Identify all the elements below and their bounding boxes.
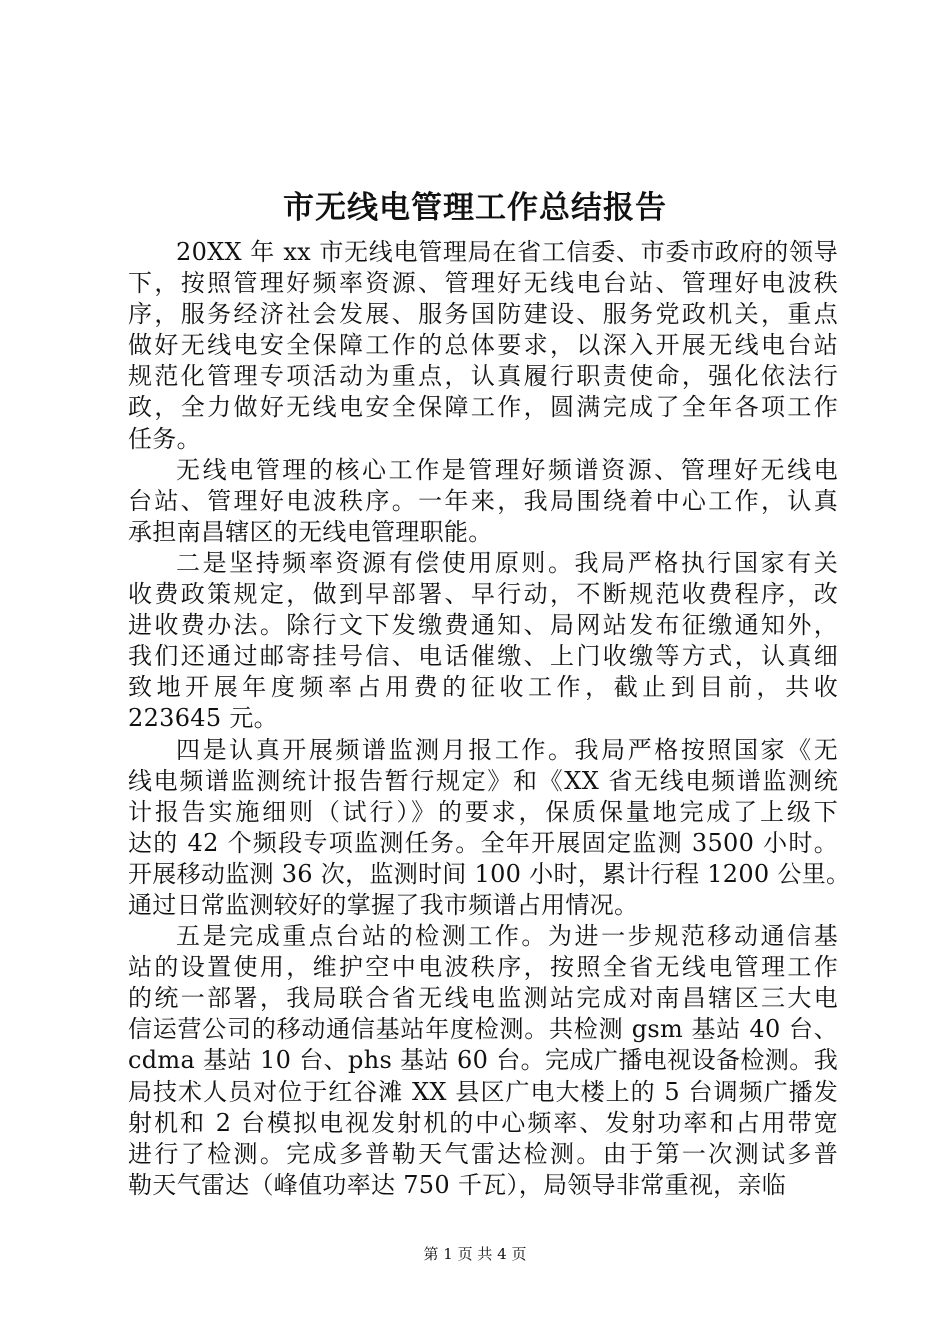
paragraph-line: 开展移动监测 36 次，监测时间 100 小时，累计行程 1200 公里。: [128, 859, 851, 888]
paragraph: [128, 921, 838, 1201]
paragraph-line: 站的设置使用，维护空中电波秩序，按照全省无线电管理工作: [128, 953, 838, 982]
paragraph-line: 射机和 2 台模拟电视发射机的中心频率、发射功率和占用带宽: [128, 1108, 838, 1137]
paragraph-line: 20XX 年 xx 市无线电管理局在省工信委、市委市政府的领导: [176, 238, 838, 266]
paragraph-line: 规范化管理专项活动为重点，认真履行职责使命，强化依法行: [128, 362, 838, 391]
paragraph-line: 进收费办法。除行文下发缴费通知、局网站发布征缴通知外，: [128, 611, 838, 640]
paragraph-line: 致地开展年度频率占用费的征收工作，截止到目前，共收: [128, 673, 838, 702]
paragraph-line: 计报告实施细则（试行）》的要求，保质保量地完成了上级下: [128, 797, 838, 826]
paragraph-line: cdma 基站 10 台、phs 基站 60 台。完成广播电视设备检测。我: [128, 1046, 838, 1075]
paragraph-line: 五是完成重点台站的检测工作。为进一步规范移动通信基: [176, 922, 838, 951]
paragraph: [128, 548, 838, 735]
paragraph-line: 收费政策规定，做到早部署、早行动，不断规范收费程序，改: [128, 580, 838, 609]
document-body: [128, 237, 851, 1201]
paragraph-line: 承担南昌辖区的无线电管理职能。: [128, 517, 493, 546]
paragraph-line: 线电频谱监测统计报告暂行规定》和《XX 省无线电频谱监测统: [128, 766, 838, 795]
paragraph-line: 223645 元。: [128, 704, 278, 733]
paragraph-line: 勒天气雷达（峰值功率达 750 千瓦），局领导非常重视，亲临: [128, 1170, 787, 1199]
paragraph-line: 的统一部署，我局联合省无线电监测站完成对南昌辖区三大电: [128, 984, 838, 1013]
paragraph-line: 政，全力做好无线电安全保障工作，圆满完成了全年各项工作: [128, 393, 838, 422]
paragraph-line: 下，按照管理好频率资源、管理好无线电台站、管理好电波秩: [128, 269, 838, 298]
paragraph-line: 二是坚持频率资源有偿使用原则。我局严格执行国家有关: [176, 548, 838, 577]
paragraph-line: 局技术人员对位于红谷滩 XX 县区广电大楼上的 5 台调频广播发: [128, 1077, 838, 1106]
paragraph: [128, 237, 838, 455]
paragraph-line: 信运营公司的移动通信基站年度检测。共检测 gsm 基站 40 台、: [128, 1015, 838, 1044]
paragraph: [128, 455, 838, 548]
paragraph-line: 达的 42 个频段专项监测任务。全年开展固定监测 3500 小时。: [128, 828, 838, 857]
paragraph-line: 任务。: [128, 424, 201, 453]
paragraph-line: 进行了检测。完成多普勒天气雷达检测。由于第一次测试多普: [128, 1139, 838, 1168]
paragraph-line: 通过日常监测较好的掌握了我市频谱占用情况。: [128, 890, 639, 919]
paragraph-line: 我们还通过邮寄挂号信、电话催缴、上门收缴等方式，认真细: [128, 642, 838, 671]
paragraph-line: 序，服务经济社会发展、服务国防建设、服务党政机关，重点: [128, 300, 838, 329]
paragraph-line: 做好无线电安全保障工作的总体要求，以深入开展无线电台站: [128, 331, 838, 360]
paragraph: [128, 735, 851, 922]
document-title: 市无线电管理工作总结报告: [283, 190, 667, 226]
paragraph-line: 台站、管理好电波秩序。一年来，我局围绕着中心工作，认真: [128, 486, 838, 515]
page-footer: 第 1 页 共 4 页: [423, 1245, 527, 1263]
paragraph-line: 四是认真开展频谱监测月报工作。我局严格按照国家《无: [176, 735, 838, 764]
paragraph-line: 无线电管理的核心工作是管理好频谱资源、管理好无线电: [176, 455, 838, 484]
